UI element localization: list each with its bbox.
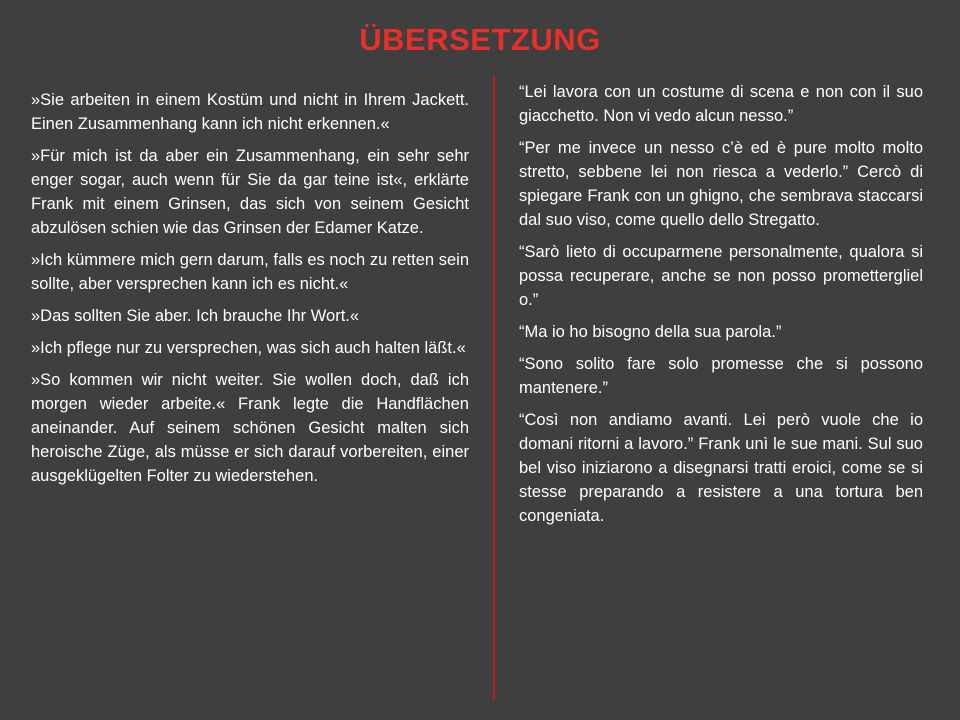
german-paragraph: »Für mich ist da aber ein Zusammenhang, ein sehr sehr enger sogar, auch wenn für Sie da gar teine ist«, erklärte Frank mit einem Grinsen, das sich von seinem Gesicht abzulösen schien wie das Grinsen der Edamer Katze.: [31, 147, 469, 237]
german-paragraph: »Ich pflege nur zu versprechen, was sich auch halten läßt.«: [31, 339, 466, 357]
german-paragraph: »Ich kümmere mich gern darum, falls es noch zu retten sein sollte, aber versprechen kann ich es nicht.«: [31, 251, 469, 293]
italian-paragraph: “Così non andiamo avanti. Lei però vuole che io domani ritorni a lavoro.” Frank unì le sue mani. Sul suo bel viso iniziarono a disegnarsi tratti eroici, come se si stesse preparando a resistere a una tortura ben congeniata.: [519, 411, 923, 525]
german-text-column: [31, 88, 469, 496]
italian-paragraph: “Ma io ho bisogno della sua parola.”: [519, 323, 782, 341]
german-paragraph: »So kommen wir nicht weiter. Sie wollen doch, daß ich morgen wieder arbeite.« Frank legte die Handflächen aneinander. Auf seinem schönen Gesicht malten sich heroische Züge, als müsse er sich darauf vorbereiten, einer ausgeklügelten Folter zu wiederstehen.: [31, 371, 469, 485]
italian-paragraph: “Lei lavora con un costume di scena e non con il suo giacchetto. Non vi vedo alcun nesso.”: [519, 83, 923, 125]
column-divider: [493, 75, 495, 700]
german-paragraph: »Sie arbeiten in einem Kostüm und nicht in Ihrem Jackett. Einen Zusammenhang kann ich nicht erkennen.«: [31, 91, 469, 133]
italian-paragraph: “Sarò lieto di occuparmene personalmente, qualora si possa recuperare, anche se non posso promettergliel o.”: [519, 243, 923, 309]
slide-title: ÜBERSETZUNG: [359, 22, 601, 57]
italian-paragraph: “Sono solito fare solo promesse che si possono mantenere.”: [519, 355, 923, 397]
italian-paragraph: “Per me invece un nesso c’è ed è pure molto molto stretto, sebbene lei non riesca a vederlo.” Cercò di spiegare Frank con un ghigno, che sembrava staccarsi dal suo viso, come quello dello Stregatto.: [519, 139, 923, 229]
italian-text-column: [519, 80, 923, 536]
german-paragraph: »Das sollten Sie aber. Ich brauche Ihr Wort.«: [31, 307, 360, 325]
